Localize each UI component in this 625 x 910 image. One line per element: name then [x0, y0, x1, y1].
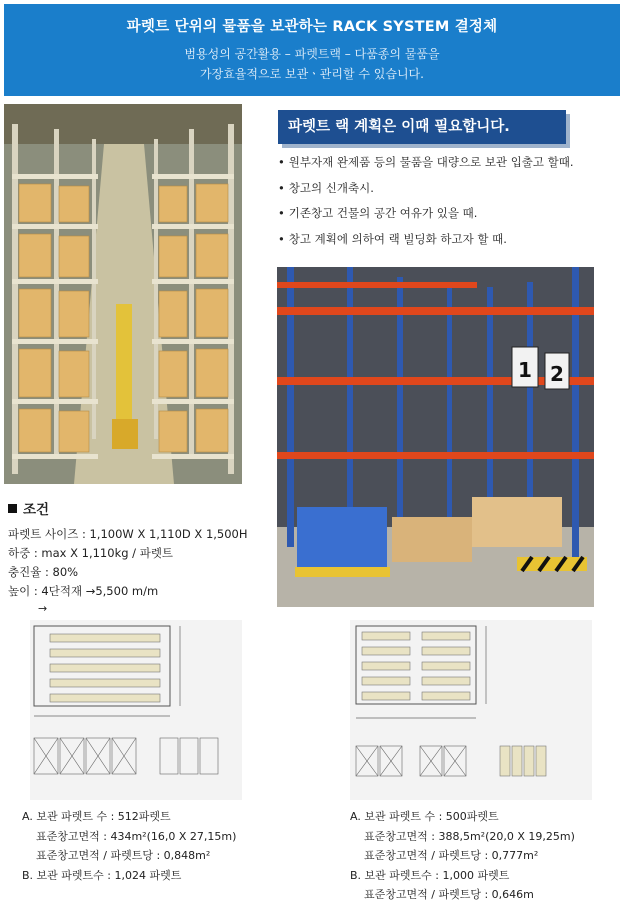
banner-subtitle-line1: 범용성의 공간활용 – 파렛트랙 – 다품종의 물품을	[184, 47, 440, 61]
bullet-square-icon	[8, 504, 17, 513]
list-item: • 창고 계획에 의하여 랙 빌딩화 하고자 할 때.	[278, 232, 598, 258]
conditions-heading	[8, 498, 49, 518]
layout-drawing-b	[350, 620, 592, 800]
banner-subtitle-line2: 가장효율적으로 보관ㆍ관리할 수 있습니다.	[200, 67, 424, 81]
result-b-line5: 표준창고면적 / 파렛트당 : 0,646m	[364, 888, 534, 901]
warehouse-photo-left	[4, 104, 242, 484]
result-b-line2: 표준창고면적 : 388,5m²(20,0 X 19,25m)	[364, 829, 575, 843]
result-b-line1: A. 보관 파렛트 수 : 500파렛트	[350, 810, 499, 823]
banner-title: 파렛트 단위의 물품을 보관하는 RACK SYSTEM 결정체	[126, 19, 498, 35]
rack-sign-1: 1	[518, 358, 532, 382]
layout-drawing-a	[30, 620, 242, 800]
list-item: • 기존창고 건물의 공간 여유가 있을 때.	[278, 206, 598, 232]
conditions-list	[8, 526, 248, 621]
arrow-right-icon: →	[38, 602, 48, 615]
list-item: • 원부자재 완제품 등의 물품을 대량으로 보관 입출고 할때.	[278, 155, 598, 181]
condition-line: 높이 : 4단적재 →5,500 m/m	[8, 584, 159, 598]
use-case-list	[278, 155, 598, 257]
result-a-line1: A. 보관 파렛트 수 : 512파렛트	[22, 810, 171, 823]
result-a-line4: B. 보관 파렛트수 : 1,024 파렛트	[22, 868, 182, 882]
condition-line: 충진율 : 80%	[8, 565, 79, 579]
result-b-line3: 표준창고면적 / 파렛트당 : 0,777m²	[364, 849, 539, 862]
condition-line: 파렛트 사이즈 : 1,100W X 1,110D X 1,500H	[8, 527, 248, 541]
result-a	[22, 808, 236, 886]
warehouse-photo-right	[277, 267, 594, 607]
condition-line: 하중 : max X 1,110kg / 파렛트	[8, 546, 174, 560]
list-item: • 창고의 신개축시.	[278, 181, 598, 207]
rack-sign-2: 2	[550, 362, 564, 386]
result-b-line4: B. 보관 파렛트수 : 1,000 파렛트	[350, 868, 510, 882]
conditions-title: 조건	[23, 502, 50, 518]
section-title: 파렛트 랙 계획은 이때 필요합니다.	[278, 110, 566, 144]
header-banner	[4, 4, 620, 96]
result-b	[350, 808, 575, 906]
result-a-line2: 표준창고면적 : 434m²(16,0 X 27,15m)	[36, 829, 237, 843]
result-a-line3: 표준창고면적 / 파렛트당 : 0,848m²	[36, 849, 211, 862]
